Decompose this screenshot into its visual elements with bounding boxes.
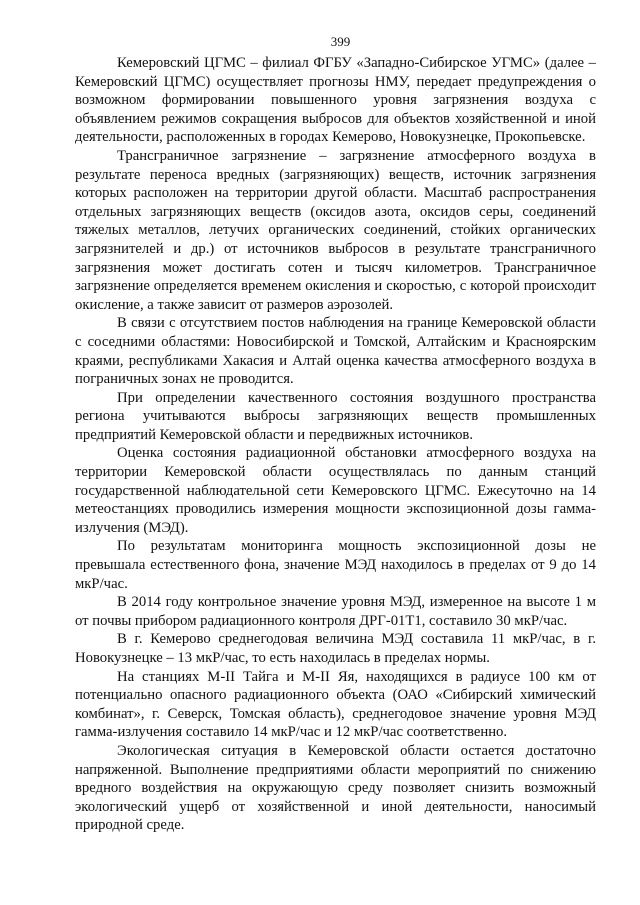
paragraph-transboundary-pollution: Трансграничное загрязнение – загрязнение атмосферного воздуха в результате переноса вредных (загрязняющих) веществ, источник загрязнения которых расположен на территории другой области. Масштаб распространения отдельных загрязняющих веществ (оксидов азота, оксидов серы, соединений тяжелых металлов, летучих органических соединений, стойких органических загрязнителей и др.) от источников выбросов в результате трансграничного загрязнения может достигать сотен и тысяч километров. Трансграничное загрязнение определяется временем окисления и скоростью, с которой происходит окисление, а также зависит от размеров аэрозолей. [75, 147, 596, 313]
paragraph-city-averages: В г. Кемерово среднегодовая величина МЭД составила 11 мкР/час, в г. Новокузнецке – 13 мкР/час, то есть находилась в пределах нормы. [75, 631, 596, 666]
paragraph-stations-near-facility: На станциях М-II Тайга и М-II Яя, находящихся в радиусе 100 км от потенциально опасного радиационного объекта (ОАО «Сибирский химический комбинат», г. Северск, Томская область), среднегодовое значение уровня МЭД гамма-излучения составило 14 мкР/час и 12 мкР/час соответственно. [75, 668, 596, 741]
paragraph-border-monitoring: В связи с отсутствием постов наблюдения на границе Кемеровской области с соседними областями: Новосибирской и Томской, Алтайским и Красноярским краями, республиками Хакасия и Алтай оценка качества атмосферного воздуха в пограничных зонах не проводится. [75, 315, 596, 388]
page-number: 399 [330, 34, 351, 49]
paragraph-radiation-assessment: Оценка состояния радиационной обстановки атмосферного воздуха на территории Кемеровской области осуществлялась по данным станций государственной наблюдательной сети Кемеровского ЦГМС. Ежесуточно на 14 метеостанциях проводились измерения мощности экспозиционной дозы гамма-излучения (МЭД). [75, 445, 596, 536]
paragraph-ecological-situation: Экологическая ситуация в Кемеровской области остается достаточно напряженной. Выполнение предприятиями области мероприятий по снижению вредного воздействия на окружающую среду позволяет снизить возможный экологический ущерб от хозяйственной и иной деятельности, наносимый природной среде. [75, 742, 596, 834]
paragraph-forecast-service: Кемеровский ЦГМС – филиал ФГБУ «Западно-Сибирское УГМС» (далее – Кемеровский ЦГМС) осуществляет прогнозы НМУ, передает предупреждения о возможном формировании повышенного уровня загрязнения воздуха с объявлением режимов сокращения выбросов для объектов хозяйственной и иной деятельности, расположенных в городах Кемерово, Новокузнецке, Прокопьевске. [75, 55, 596, 146]
paragraph-monitoring-results: По результатам мониторинга мощность экспозиционной дозы не превышала естественного фона, значение МЭД находилось в пределах от 9 до 14 мкР/час. [75, 538, 596, 592]
paragraph-air-quality-assessment: При определении качественного состояния воздушного пространства региона учитываются выбросы загрязняющих веществ промышленных предприятий Кемеровской области и передвижных источников. [75, 389, 596, 443]
paragraph-control-value: В 2014 году контрольное значение уровня МЭД, измеренное на высоте 1 м от почвы прибором радиационного контроля ДРГ-01Т1, составило 30 мкР/час. [75, 594, 596, 629]
